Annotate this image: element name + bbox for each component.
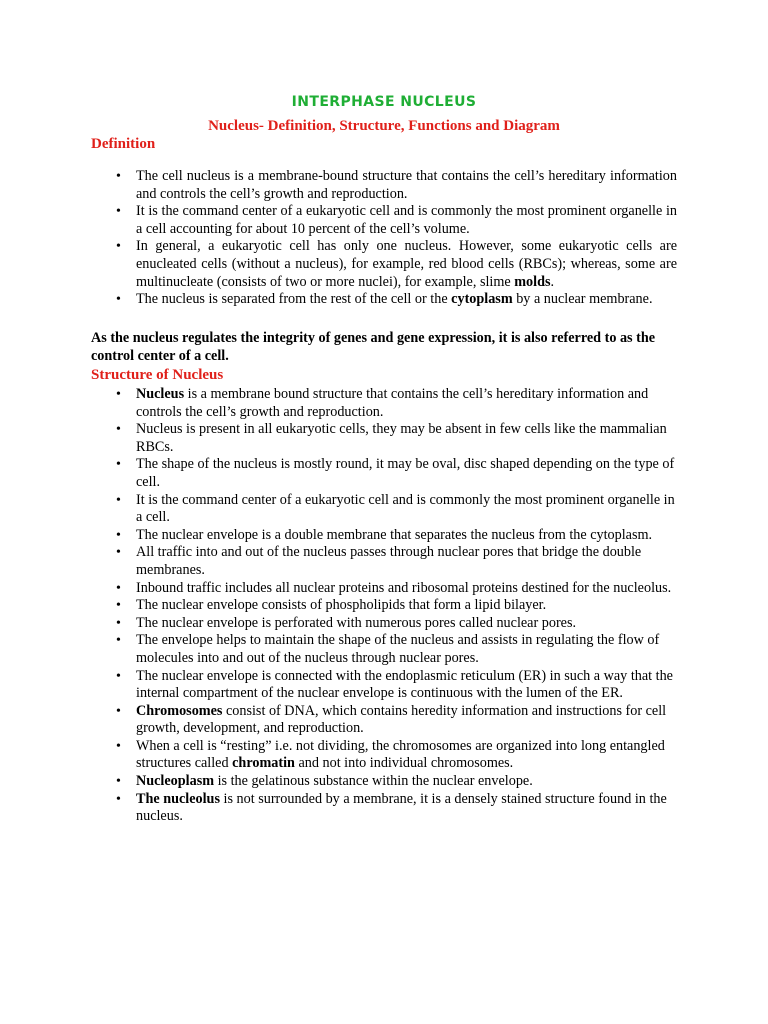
definition-heading: Definition — [91, 136, 156, 152]
list-item-text: is not surrounded by a membrane, it is a densely stained structure found in the nucleus. — [136, 790, 667, 825]
list-item-text: The envelope helps to maintain the shape of the nucleus and assists in regulating the flow of molecules into and out of the nucleus through nuclear pores. — [136, 632, 660, 666]
list-item-text: All traffic into and out of the nucleus passes through nuclear pores that bridge the double membranes. — [136, 544, 642, 578]
summary-paragraph: As the nucleus regulates the integrity of genes and gene expression, it is also referred to as the control center of a cell. — [91, 330, 656, 364]
list-item — [91, 773, 677, 791]
list-item-text: consist of DNA, which contains heredity information and instructions for cell growth, development, and reproduction. — [136, 702, 667, 737]
list-item-text: The nuclear envelope is connected with the endoplasmic reticulum (ER) in such a way that the internal compartment of the nuclear envelope is continuous with the lumen of the ER. — [136, 667, 673, 702]
list-item-text: The nuclear envelope consists of phospholipids that form a lipid bilayer. — [136, 597, 547, 614]
list-item — [91, 203, 677, 238]
bold-term: The nucleolus — [136, 790, 220, 807]
list-item — [91, 597, 677, 615]
list-item — [91, 238, 677, 291]
document-subtitle: Nucleus- Definition, Structure, Functions and Diagram — [208, 118, 560, 134]
bold-term: Nucleus — [136, 386, 185, 402]
list-item-text: . — [550, 273, 555, 290]
list-item-text: The nucleus is separated from the rest of the cell or the — [136, 291, 452, 308]
list-item-text: is the gelatinous substance within the nuclear envelope. — [214, 773, 533, 790]
bold-term: molds — [514, 273, 551, 290]
list-item — [91, 168, 677, 203]
list-item — [91, 632, 677, 667]
list-item-text: The cell nucleus is a membrane-bound structure that contains the cell’s hereditary information and controls the cell’s growth and reproduction. — [136, 168, 677, 202]
list-item-text: It is the command center of a eukaryotic cell and is commonly the most prominent organelle in a cell. — [136, 491, 675, 526]
bold-term: Nucleoplasm — [136, 773, 215, 790]
list-item-text: In general, a eukaryotic cell has only one nucleus. However, some eukaryotic cells are enucleated cells (without a nucleus), for example, red blood cells (RBCs); whereas, some are multinucleate (consists of two or more nuclei), for example, slime — [136, 238, 677, 290]
list-item — [91, 421, 677, 456]
list-item — [91, 580, 677, 598]
list-item — [91, 456, 677, 491]
list-item — [91, 668, 677, 703]
list-item — [91, 703, 677, 738]
structure-heading: Structure of Nucleus — [91, 367, 224, 383]
list-item — [91, 291, 677, 309]
list-item-text: When a cell is “resting” i.e. not dividing, the chromosomes are organized into long entangled structures called — [136, 737, 665, 772]
list-item-text: It is the command center of a eukaryotic cell and is commonly the most prominent organelle in a cell accounting for about 10 percent of the cell’s volume. — [136, 203, 677, 237]
list-item — [91, 492, 677, 527]
list-item — [91, 527, 677, 545]
list-item-text: and not into individual chromosomes. — [294, 755, 514, 772]
list-item-text: is a membrane bound structure that contains the cell’s hereditary information and controls the cell’s growth and reproduction. — [136, 386, 649, 420]
list-item-text: Nucleus is present in all eukaryotic cells, they may be absent in few cells like the mammalian RBCs. — [136, 421, 667, 455]
list-item — [91, 738, 677, 773]
document-title: INTERPHASE NUCLEUS — [291, 94, 477, 110]
list-item — [91, 791, 677, 826]
list-item-text: The shape of the nucleus is mostly round, it may be oval, disc shaped depending on the type of cell. — [136, 456, 675, 490]
bold-term: Chromosomes — [136, 702, 223, 719]
definition-list — [91, 168, 677, 309]
list-item — [91, 615, 677, 633]
list-item-text: Inbound traffic includes all nuclear proteins and ribosomal proteins destined for the nucleolus. — [136, 579, 672, 596]
list-item — [91, 544, 677, 579]
list-item — [91, 386, 677, 421]
bold-term: chromatin — [232, 755, 295, 772]
bold-term: cytoplasm — [451, 291, 513, 308]
structure-list — [91, 386, 677, 826]
list-item-text: The nuclear envelope is a double membrane that separates the nucleus from the cytoplasm. — [136, 526, 653, 543]
list-item-text: by a nuclear membrane. — [512, 291, 653, 308]
list-item-text: The nuclear envelope is perforated with numerous pores called nuclear pores. — [136, 614, 577, 631]
